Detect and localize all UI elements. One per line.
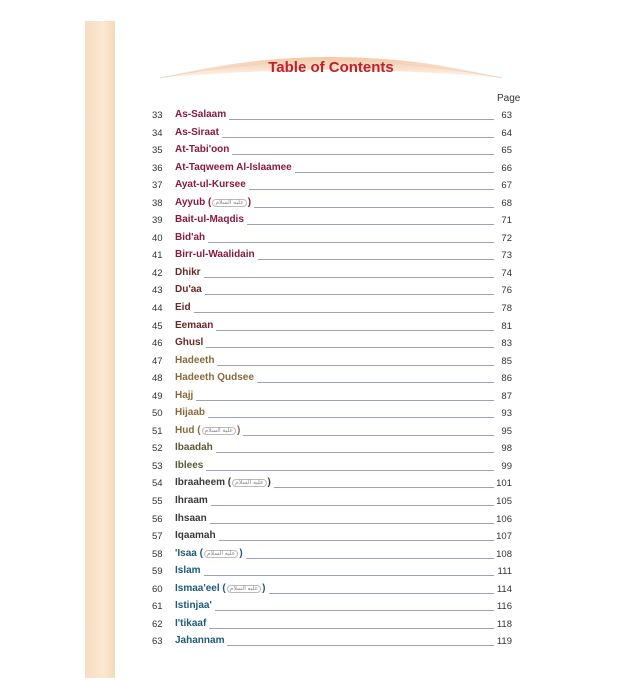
entry-number: 45 [152, 320, 163, 332]
entry-title-text: 'Isaa ( [175, 547, 203, 559]
entry-number: 57 [152, 531, 163, 543]
entry-title-text: Eemaan [175, 319, 214, 331]
entry-number: 54 [152, 478, 163, 490]
entry-number: 50 [152, 408, 163, 420]
entry-title-text: Ibraaheem ( [175, 477, 232, 489]
leader-line [192, 470, 494, 471]
entry-page-number: 66 [501, 162, 512, 174]
toc-entry[interactable] [142, 265, 522, 283]
leader-line [192, 154, 494, 155]
toc-entry[interactable] [142, 405, 522, 423]
entry-page-number: 108 [496, 548, 512, 560]
entry-title-text: Iqaamah [175, 530, 216, 542]
title-banner [158, 42, 504, 82]
entry-title[interactable] [175, 513, 210, 524]
toc-entry[interactable] [142, 458, 522, 476]
entry-title[interactable] [175, 390, 196, 401]
pbuh-icon: عليه السلام [204, 550, 238, 558]
entry-title[interactable] [175, 600, 215, 611]
entry-page-number: 93 [501, 408, 512, 420]
entry-number: 49 [152, 390, 163, 402]
entry-title-text: Istinjaa' [175, 600, 212, 612]
pbuh-icon: عليه السلام [202, 427, 236, 435]
entry-title[interactable] [175, 267, 204, 278]
entry-number: 38 [152, 197, 163, 209]
entry-title-text: Ismaa'eel ( [175, 582, 226, 594]
toc-entry[interactable] [142, 247, 522, 265]
entry-page-number: 98 [501, 443, 512, 455]
entry-title[interactable] [175, 232, 208, 243]
entry-title[interactable] [175, 249, 258, 260]
entry-page-number: 71 [501, 215, 512, 227]
page-column-header: Page [497, 93, 521, 104]
entry-title[interactable] [175, 127, 222, 138]
entry-page-number: 63 [501, 110, 512, 121]
entry-number: 56 [152, 513, 163, 525]
entry-number: 58 [152, 548, 163, 560]
entry-page-number: 74 [501, 267, 512, 279]
entry-number: 55 [152, 496, 163, 508]
entry-number: 48 [152, 373, 163, 385]
toc-entry[interactable] [142, 546, 522, 564]
entry-number: 35 [152, 145, 163, 157]
entry-number: 40 [152, 232, 163, 244]
leader-line [192, 365, 494, 366]
leader-line [192, 610, 494, 611]
entry-title[interactable] [175, 214, 247, 225]
entry-number: 39 [152, 215, 163, 227]
entry-page-number: 73 [501, 250, 512, 262]
entry-page-number: 83 [501, 338, 512, 350]
toc-entry[interactable] [142, 282, 522, 300]
entry-page-number: 114 [496, 583, 512, 595]
leader-line [192, 137, 494, 138]
entry-title[interactable] [175, 302, 194, 313]
toc-entry[interactable] [142, 125, 522, 143]
entry-title-text: Ghusl [175, 337, 204, 349]
entry-page-number: 85 [501, 355, 512, 367]
leader-line [192, 645, 494, 646]
entry-page-number: 111 [497, 566, 512, 578]
toc-entry[interactable] [142, 423, 522, 441]
toc-entry[interactable] [142, 160, 522, 178]
entry-title-text: Hud ( [175, 424, 201, 436]
entry-title-text: Birr-ul-Waalidain [175, 249, 255, 261]
leader-line [192, 400, 494, 401]
leader-line [192, 417, 494, 418]
leader-line [192, 523, 494, 524]
entry-page-number: 65 [501, 145, 512, 157]
entry-title-text: Hadeeth Qudsee [175, 372, 254, 384]
page-title: Table of Contents [268, 59, 394, 76]
entry-number: 41 [152, 250, 163, 262]
leader-line [192, 540, 494, 541]
entry-number: 52 [152, 443, 163, 455]
entry-title-text: Eid [175, 302, 191, 314]
entry-title-text: Dhikr [175, 266, 201, 278]
entry-title-text: Hijaab [175, 407, 206, 419]
pbuh-icon: عليه السلام [212, 199, 246, 207]
entry-title-text: At-Tabi'oon [175, 144, 230, 156]
entry-title-text: I'tikaaf [175, 617, 207, 629]
entry-number: 60 [152, 583, 163, 595]
toc-entry[interactable] [142, 195, 522, 213]
leader-line [192, 505, 494, 506]
leader-line [192, 330, 494, 331]
leader-line [192, 452, 494, 453]
toc-entry[interactable] [142, 370, 522, 388]
toc-entry[interactable] [142, 300, 522, 318]
entry-title-text: As-Salaam [175, 109, 227, 120]
entry-title-text: Ibaadah [175, 442, 213, 454]
entry-title[interactable] [175, 197, 254, 208]
entry-page-number: 86 [501, 373, 512, 385]
entry-title[interactable] [175, 372, 257, 383]
entry-page-number: 72 [501, 232, 512, 244]
entry-title-suffix: ) [239, 547, 243, 559]
entry-title[interactable] [175, 179, 249, 190]
entry-title[interactable] [175, 548, 246, 559]
entry-title-text: Ayyub ( [175, 196, 212, 208]
entry-title-suffix: ) [236, 424, 241, 436]
entry-number: 46 [152, 338, 163, 350]
entry-title-text: Hadeeth [175, 354, 215, 366]
entry-page-number: 64 [501, 127, 512, 139]
toc-entry[interactable] [142, 230, 522, 248]
entry-title[interactable] [175, 583, 269, 594]
entry-title-text: At-Taqweem Al-Islaamee [175, 161, 292, 173]
entry-title-suffix: ) [247, 196, 252, 208]
leader-line [192, 294, 494, 295]
entry-number: 43 [152, 285, 163, 297]
toc-entry[interactable] [142, 388, 522, 406]
toc-entry[interactable] [142, 335, 522, 353]
decorative-side-strip [85, 21, 115, 678]
entry-number: 44 [152, 303, 163, 315]
entry-page-number: 99 [501, 460, 512, 472]
entry-title-text: Hajj [175, 389, 194, 401]
entry-title[interactable] [175, 442, 216, 453]
entry-title-text: Islam [175, 565, 201, 577]
entry-title[interactable] [175, 477, 274, 488]
leader-line [192, 312, 494, 313]
toc-entry[interactable] [142, 177, 522, 195]
leader-line [192, 119, 494, 120]
entry-title[interactable] [175, 284, 205, 295]
entry-title-suffix: ) [267, 477, 271, 489]
entry-title[interactable] [175, 144, 232, 155]
table-of-contents [142, 107, 522, 651]
entry-number: 36 [152, 162, 163, 174]
entry-page-number: 101 [496, 478, 512, 490]
toc-entry[interactable] [142, 318, 522, 336]
leader-line [192, 628, 494, 629]
toc-entry[interactable] [142, 563, 522, 581]
entry-title-text: Iblees [175, 459, 204, 471]
entry-number: 53 [152, 460, 163, 472]
entry-title-text: As-Siraat [175, 126, 219, 138]
entry-page-number: 105 [496, 496, 512, 508]
entry-page-number: 81 [501, 320, 512, 332]
entry-title[interactable] [175, 425, 243, 436]
entry-page-number: 106 [496, 513, 512, 525]
entry-title[interactable] [175, 337, 206, 348]
leader-line [192, 242, 494, 243]
entry-number: 51 [152, 425, 163, 437]
entry-page-number: 76 [501, 285, 512, 297]
entry-title-text: Du'aa [175, 284, 202, 296]
toc-entry[interactable] [142, 528, 522, 546]
leader-line [192, 277, 494, 278]
toc-entry[interactable] [142, 493, 522, 511]
entry-page-number: 95 [501, 425, 512, 437]
toc-entry[interactable] [142, 212, 522, 230]
entry-title[interactable] [175, 320, 216, 331]
entry-title-text: Jahannam [175, 635, 225, 647]
entry-title[interactable] [175, 460, 206, 471]
entry-title[interactable] [175, 618, 209, 629]
entry-title[interactable] [175, 407, 208, 418]
entry-page-number: 67 [501, 180, 512, 192]
entry-page-number: 78 [501, 303, 512, 315]
toc-entry[interactable] [142, 353, 522, 371]
toc-entry[interactable] [142, 142, 522, 160]
entry-number: 59 [152, 566, 163, 578]
entry-title[interactable] [175, 355, 217, 366]
entry-title-text: Ayat-ul-Kursee [175, 179, 246, 191]
entry-number: 33 [152, 110, 163, 121]
entry-number: 63 [152, 636, 163, 648]
entry-title-text: Ihsaan [175, 512, 207, 524]
entry-number: 42 [152, 267, 163, 279]
entry-title[interactable] [175, 162, 295, 173]
toc-entry[interactable] [142, 581, 522, 599]
entry-number: 34 [152, 127, 163, 139]
toc-entry[interactable] [142, 598, 522, 616]
entry-title[interactable] [175, 530, 219, 541]
entry-title-text: Ihraam [175, 495, 208, 507]
leader-line [192, 575, 494, 576]
toc-entry[interactable] [142, 616, 522, 634]
entry-page-number: 107 [496, 531, 512, 543]
entry-number: 62 [152, 618, 163, 630]
entry-page-number: 68 [501, 197, 512, 209]
entry-title[interactable] [175, 109, 229, 120]
toc-entry[interactable] [142, 633, 522, 651]
entry-page-number: 119 [496, 636, 512, 648]
entry-number: 37 [152, 180, 163, 192]
pbuh-icon: عليه السلام [232, 479, 266, 487]
toc-entry[interactable] [142, 107, 522, 125]
entry-title[interactable] [175, 495, 211, 506]
entry-number: 61 [152, 601, 163, 613]
entry-page-number: 87 [501, 390, 512, 402]
toc-entry[interactable] [142, 475, 522, 493]
entry-title[interactable] [175, 635, 227, 646]
leader-line [192, 347, 494, 348]
entry-page-number: 118 [496, 618, 512, 630]
toc-entry[interactable] [142, 440, 522, 458]
entry-title-text: Bid'ah [175, 231, 206, 243]
entry-page-number: 116 [496, 601, 512, 613]
entry-title-text: Bait-ul-Maqdis [175, 214, 244, 226]
toc-entry[interactable] [142, 511, 522, 529]
entry-title-suffix: ) [262, 582, 266, 594]
entry-title[interactable] [175, 565, 204, 576]
pbuh-icon: عليه السلام [227, 585, 261, 593]
entry-number: 47 [152, 355, 163, 367]
